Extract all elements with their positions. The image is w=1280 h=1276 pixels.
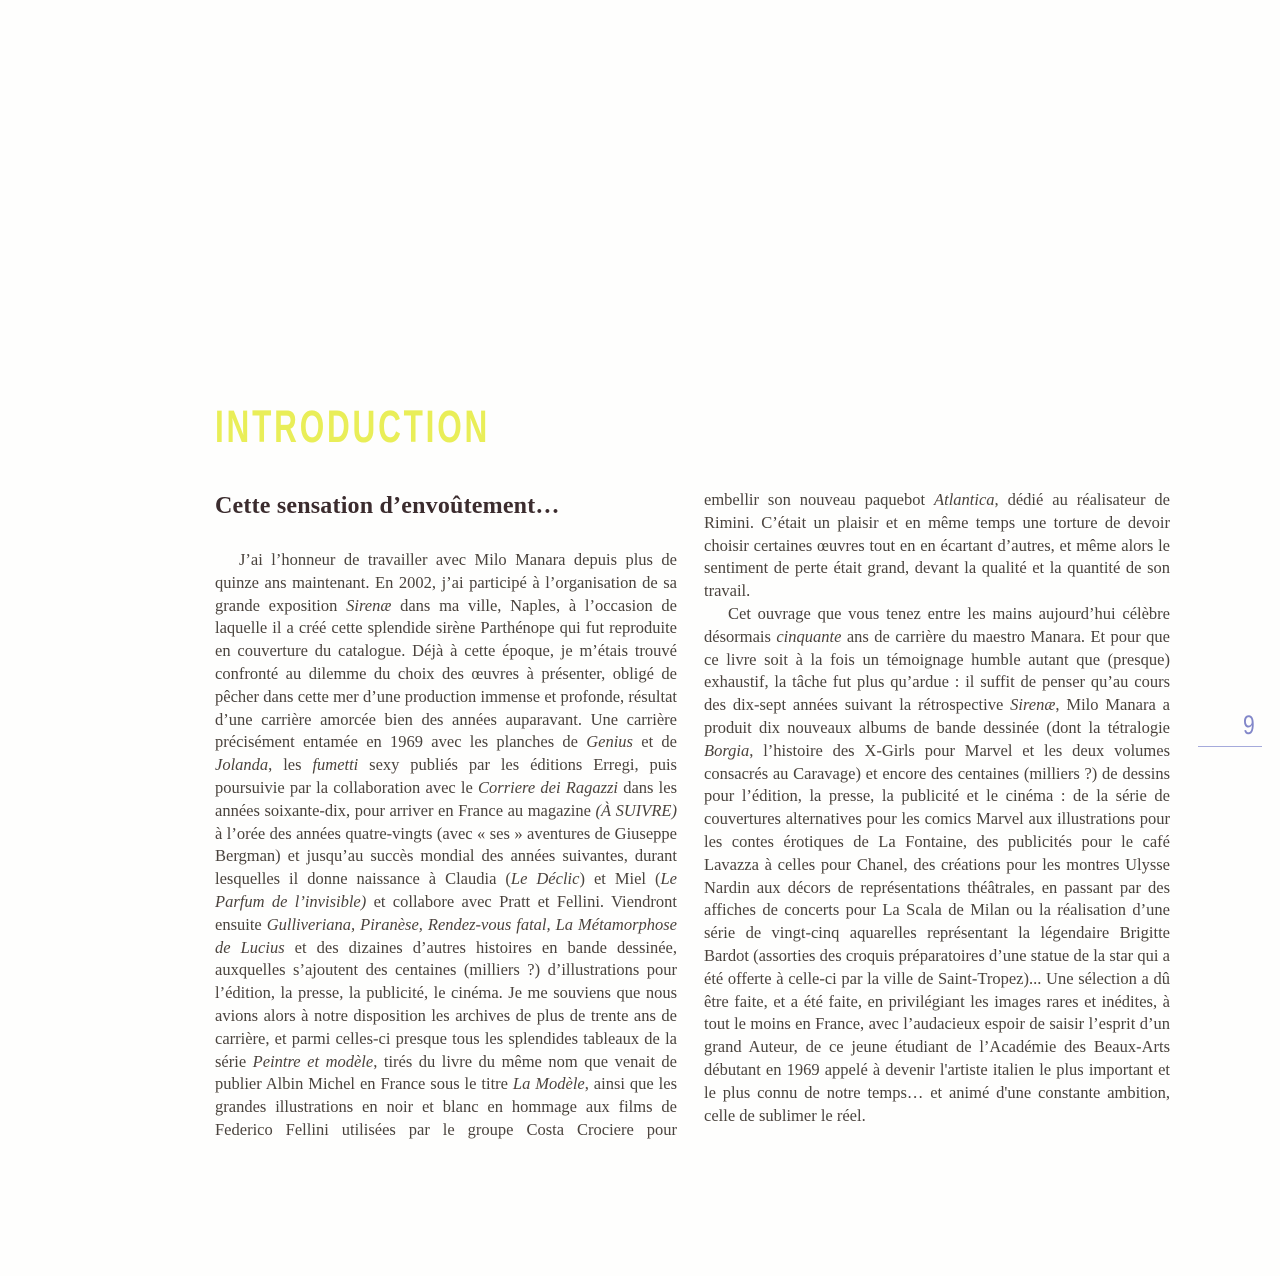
- body-paragraph: Cet ouvrage que vous tenez entre les mains aujourd’hui célèbre désormais cinquante ans de carrière du maestro Manara. Et pour que ce livre soit à la fois un témoignage humble autant que (presque) exhaustif, la tâche fut plus qu’ardue : il suffit de penser qu’au cours des dix-sept années suivant la rétrospective Sirenæ, Milo Manara a produit dix nouveaux albums de bande dessinée (dont la tétralogie Borgia, l’histoire des X-Girls pour Marvel et les deux volumes consacrés au Caravage) et encore des centaines (milliers ?) de dessins pour l’édition, la presse, la publicité et le cinéma : de la série de couvertures alternatives pour les comics Marvel aux illustrations pour les contes érotiques de La Fontaine, des publicités pour le café Lavazza à celles pour Chanel, des créations pour les montres Ulysse Nardin aux décors de représentations théâtrales, en passant par des affiches de concerts pour La Scala de Milan ou la réalisation d’une série de vingt-cinq aquarelles représentant la légendaire Brigitte Bardot (assorties des croquis préparatoires d’une statue de la star qui a été offerte à celle-ci par la ville de Saint-Tropez)... Une sélection a dû être faite, et a été faite, en privilégiant les images rares et inédites, à tout le moins en France, avec l’audacieux espoir de saisir l’esprit d’un grand Auteur, de ce jeune étudiant de l’Académie des Beaux-Arts débutant en 1969 appelé à devenir l'artiste italien le plus important et le plus connu de notre temps… et animé d'une constante ambition, celle de sublimer le réel.: [704, 603, 1171, 1125]
- chapter-title: INTRODUCTION: [215, 401, 491, 452]
- body-paragraph: J’ai l’honneur de travailler avec Milo Manara depuis plus de quinze ans maintenant. En 2002, j’ai participé à l’organisation de sa grande exposition Sirenæ dans ma ville, Naples, à l’occasion de laquelle il a créé cette splendide sirène Parthénope qui fut reproduite en couverture du catalogue. Déjà à cette époque, je m’étais trouvé confronté au dilemme du choix des œuvres à présenter, obligé de pêcher dans cette mer d’une production immense et profonde, résultat d’une carrière amorcée bien des années auparavant. Une carrière précisément entamée en 1969 avec les planches de Genius et de Jolanda, les fumetti sexy publiés par les éditions Erregi, puis poursuivie par la collaboration avec le Corriere dei Ragazzi dans les années soixante-dix, pour arriver en France au magazine (À SUIVRE) à l’orée des années quatre-vingts (avec « ses » aventures de Giuseppe Bergman) et jusqu’au succès mondial des années suivantes, durant lesquelles il donne naissance à Claudia (Le Déclic) et Miel (Le Parfum de l’invisible) et collabore avec Pratt et Fellini. Viendront ensuite Gulliveriana, Piranèse, Rendez-vous fatal, La Métamorphose de Lucius et des dizaines d’autres histoires en bande dessinée, auxquelles s’ajoutent des centaines (milliers ?) d’illustrations pour l’édition, la presse, la publicité, le cinéma. Je me souviens que nous avions alors à notre disposition les archives de plus de trente ans de carrière, et parmi celles-ci presque tous les splendides tableaux de la série Peintre et modèle, tirés du livre du même nom que venait de publier Albin Michel en France sous le titre La Modèle, ainsi que les grandes illustrations en noir et blanc en hommage aux films de Federico Fellini utilisées par le groupe Costa Crociere pour: [215, 550, 678, 1139]
- text-column-left: [215, 549, 677, 1142]
- page-number-rule: [1198, 746, 1262, 747]
- text-column-right: [704, 489, 1170, 1127]
- page-number: 9: [1243, 710, 1255, 740]
- body-paragraph: embellir son nouveau paquebot Atlantica, dédié au réalisateur de Rimini. C’était un plaisir et en même temps une torture de devoir choisir certaines œuvres tout en en écartant d’autres, et même alors le sentiment de perte était grand, devant la qualité et la quantité de son travail.: [704, 490, 1170, 601]
- section-subtitle: Cette sensation d’envoûtement…: [215, 493, 560, 519]
